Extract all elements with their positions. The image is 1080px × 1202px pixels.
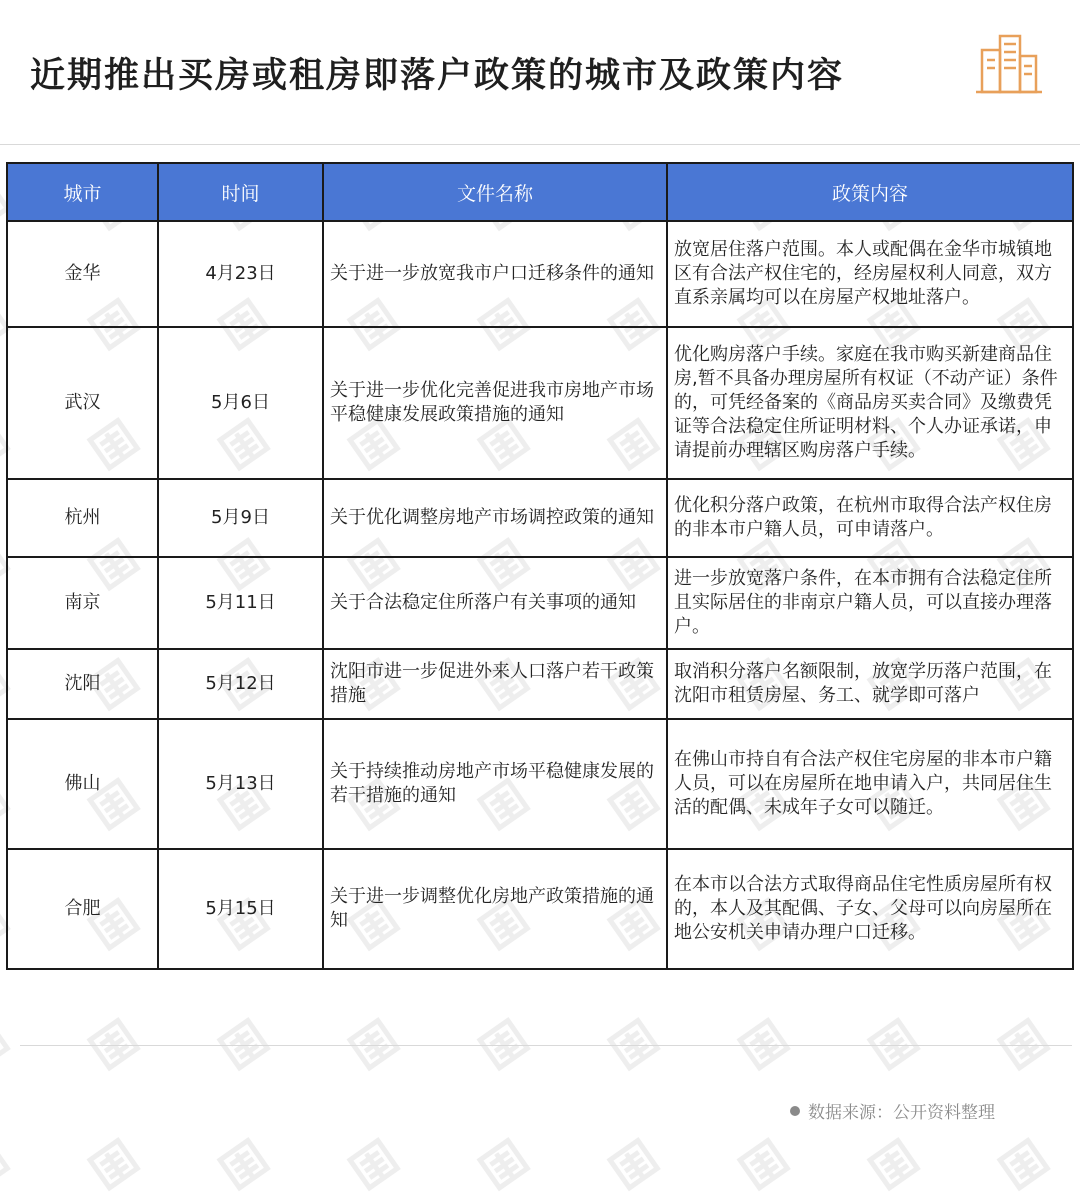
cell-city: 武汉 — [7, 327, 158, 479]
source-note — [790, 1098, 995, 1123]
cell-document: 关于进一步放宽我市户口迁移条件的通知 — [323, 221, 667, 327]
cell-content: 优化购房落户手续。家庭在我市购买新建商品住房,暂不具备办理房屋所有权证（不动产证）条件的，可凭经备案的《商品房买卖合同》及缴费凭证等合法稳定住所证明材料、个人办证承诺，申请提前办理辖区购房落户手续。 — [667, 327, 1073, 479]
cell-document: 关于进一步调整优化房地产政策措施的通知 — [323, 849, 667, 969]
page-title: 近期推出买房或租房即落户政策的城市及政策内容 — [30, 56, 845, 96]
table-row — [7, 327, 1073, 479]
cell-content: 进一步放宽落户条件，在本市拥有合法稳定住所且实际居住的非南京户籍人员，可以直接办理落户。 — [667, 557, 1073, 649]
cell-city: 佛山 — [7, 719, 158, 849]
source-text: 数据来源：公开资料整理 — [808, 1103, 995, 1123]
table-row — [7, 221, 1073, 327]
header-divider — [0, 144, 1080, 145]
table-row — [7, 479, 1073, 557]
cell-city: 杭州 — [7, 479, 158, 557]
column-header-content: 政策内容 — [667, 163, 1073, 221]
cell-content: 放宽居住落户范围。本人或配偶在金华市城镇地区有合法产权住宅的，经房屋权利人同意，双方直系亲属均可以在房屋产权地址落户。 — [667, 221, 1073, 327]
cell-content: 优化积分落户政策，在杭州市取得合法产权住房的非本市户籍人员，可申请落户。 — [667, 479, 1073, 557]
cell-document: 关于持续推动房地产市场平稳健康发展的若干措施的通知 — [323, 719, 667, 849]
cell-date: 5月11日 — [158, 557, 323, 649]
buildings-icon — [974, 28, 1044, 98]
cell-date: 5月13日 — [158, 719, 323, 849]
table-row — [7, 557, 1073, 649]
cell-content: 在佛山市持自有合法产权住宅房屋的非本市户籍人员，可以在房屋所在地申请入户，共同居住生活的配偶、未成年子女可以随迁。 — [667, 719, 1073, 849]
table-header-row — [7, 163, 1073, 221]
table-row — [7, 649, 1073, 719]
table-row — [7, 719, 1073, 849]
policy-table — [6, 162, 1074, 970]
table-row — [7, 849, 1073, 969]
cell-content: 在本市以合法方式取得商品住宅性质房屋所有权的，本人及其配偶、子女、父母可以向房屋所在地公安机关申请办理户口迁移。 — [667, 849, 1073, 969]
cell-date: 4月23日 — [158, 221, 323, 327]
cell-content: 取消积分落户名额限制，放宽学历落户范围，在沈阳市租赁房屋、务工、就学即可落户 — [667, 649, 1073, 719]
bullet-icon — [790, 1106, 800, 1116]
cell-date: 5月15日 — [158, 849, 323, 969]
cell-date: 5月9日 — [158, 479, 323, 557]
cell-city: 南京 — [7, 557, 158, 649]
cell-document: 关于进一步优化完善促进我市房地产市场平稳健康发展政策措施的通知 — [323, 327, 667, 479]
cell-document: 关于合法稳定住所落户有关事项的通知 — [323, 557, 667, 649]
column-header-date: 时间 — [158, 163, 323, 221]
cell-document: 沈阳市进一步促进外来人口落户若干政策措施 — [323, 649, 667, 719]
column-header-document: 文件名称 — [323, 163, 667, 221]
cell-date: 5月12日 — [158, 649, 323, 719]
footer-divider — [20, 1045, 1072, 1046]
cell-date: 5月6日 — [158, 327, 323, 479]
column-header-city: 城市 — [7, 163, 158, 221]
cell-document: 关于优化调整房地产市场调控政策的通知 — [323, 479, 667, 557]
cell-city: 沈阳 — [7, 649, 158, 719]
cell-city: 合肥 — [7, 849, 158, 969]
cell-city: 金华 — [7, 221, 158, 327]
